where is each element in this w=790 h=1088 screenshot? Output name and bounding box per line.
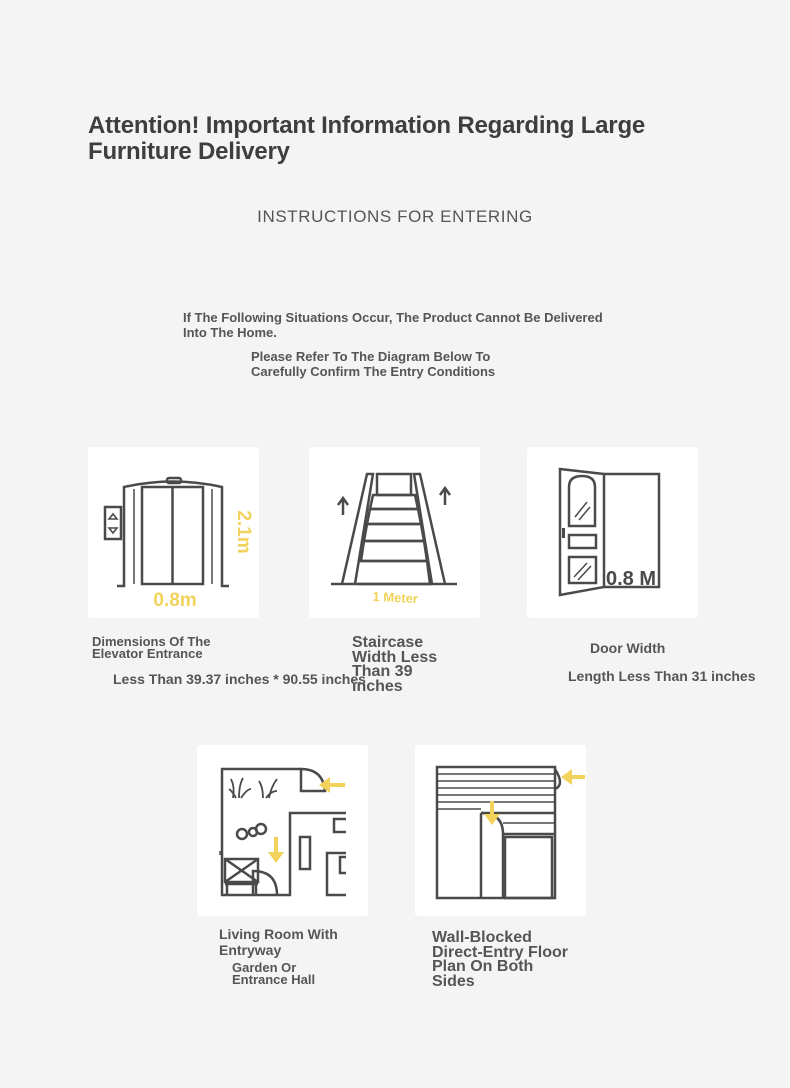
elevator-caption: Dimensions Of The Elevator Entrance xyxy=(92,634,211,661)
staircase-icon xyxy=(309,447,480,618)
elevator-icon xyxy=(88,447,259,618)
delivery-warning: If The Following Situations Occur, The Product Cannot Be Delivered Into The Home. xyxy=(183,310,603,340)
living-room-card xyxy=(197,745,368,916)
elevator-height-label: 2.1m xyxy=(233,510,254,554)
wall-blocked-floorplan-icon xyxy=(415,745,586,916)
door-caption: Door Width xyxy=(590,640,666,656)
wall-blocked-card xyxy=(415,745,586,916)
staircase-caption: Staircase Width Less Than 39 inches xyxy=(352,634,438,695)
living-room-detail: Garden Or Entrance Hall xyxy=(232,960,316,987)
elevator-card xyxy=(88,447,259,618)
door-width-label: 0.8 M xyxy=(606,568,657,590)
door-card xyxy=(527,447,698,618)
living-room-floorplan-icon xyxy=(197,745,368,916)
page-title: Attention! Important Information Regarding Large Furniture Delivery xyxy=(88,112,646,165)
section-subtitle: INSTRUCTIONS FOR ENTERING xyxy=(257,207,533,226)
elevator-width-label: 0.8m xyxy=(153,590,197,611)
staircase-width-label: 1 Meter xyxy=(372,588,419,607)
door-detail: Length Less Than 31 inches xyxy=(568,668,756,684)
elevator-detail: Less Than 39.37 inches * 90.55 inches xyxy=(113,671,366,687)
door-icon xyxy=(527,447,698,618)
wall-blocked-caption: Wall-Blocked Direct-Entry Floor Plan On Both Sides xyxy=(432,929,569,990)
living-room-caption: Living Room With Entryway xyxy=(219,926,338,958)
diagram-instruction: Please Refer To The Diagram Below To Carefully Confirm The Entry Conditions xyxy=(251,349,496,379)
staircase-card xyxy=(309,447,480,618)
